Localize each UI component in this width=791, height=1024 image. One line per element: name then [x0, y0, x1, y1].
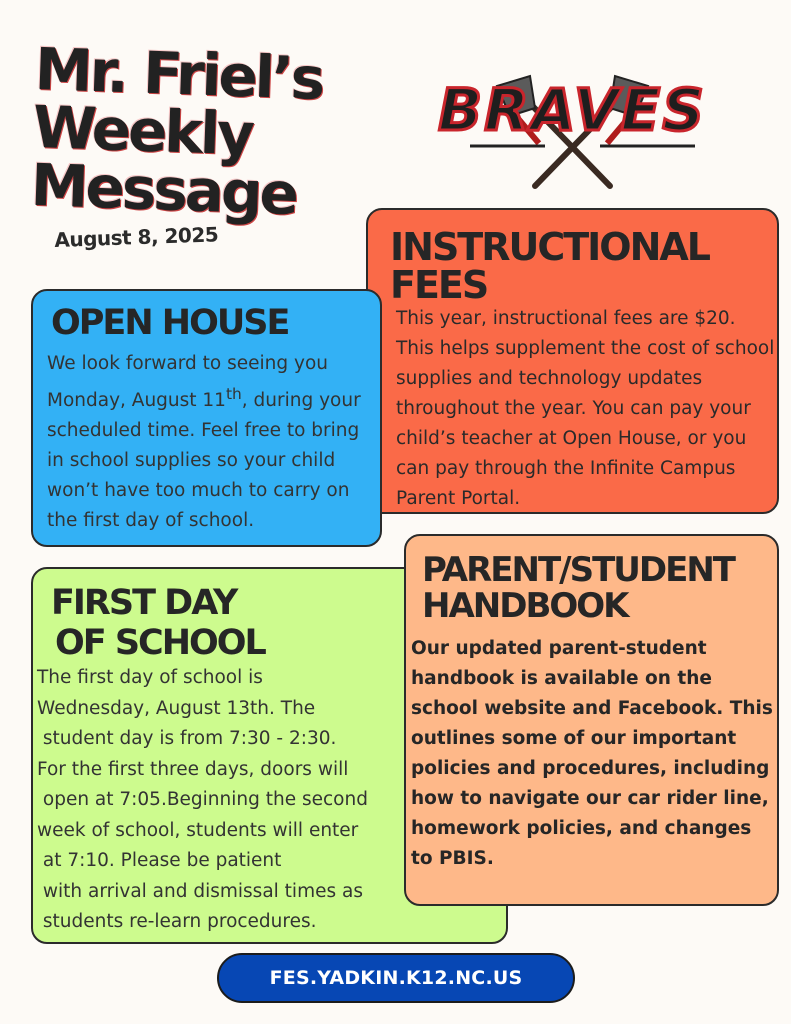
first-day-line: at 7:10. Please be patient [37, 850, 282, 871]
first-day-line: Wednesday, August 13th. The [37, 697, 316, 719]
instructional-fees-card [366, 208, 779, 514]
title-line-3: Message [29, 150, 298, 229]
open-house-body-pre: We look forward to seeing you Monday, August 11 [47, 353, 328, 412]
newsletter-date: August 8, 2025 [54, 222, 219, 252]
logo-text: BRAVES [437, 76, 707, 144]
handbook-card [404, 534, 779, 906]
newsletter-title [29, 35, 366, 229]
fees-heading-line-1: INSTRUCTIONAL [390, 225, 710, 269]
first-day-line: student day is from 7:30 - 2:30. [37, 728, 337, 749]
first-day-line: week of school, students will enter [37, 819, 359, 841]
fees-heading-line-2: FEES [390, 263, 488, 307]
open-house-card [31, 289, 382, 547]
first-day-heading-line-1: FIRST DAY [51, 583, 237, 623]
open-house-body-post: , during your scheduled time. Feel free to bring in school supplies so your child won’t have too much to carry on the first day of school. [47, 390, 361, 532]
first-day-heading-line-2: OF SCHOOL [55, 623, 265, 663]
first-day-line: For the first three days, doors will [37, 758, 349, 780]
school-website-link[interactable]: FES.YADKIN.K12.NC.US [217, 953, 575, 1003]
handbook-body: Our updated parent-student handbook is available on the school website and Facebook. This outlines some of our important policies and procedures, including how to navigate our car rider line, homework policies, and changes to PBIS. [411, 638, 773, 869]
open-house-heading: OPEN HOUSE [51, 303, 289, 343]
title-line-1: Mr. Friel’s [33, 35, 324, 113]
fees-body: This year, instructional fees are $20. This helps supplement the cost of school supplies and technology updates throughout the year. You can pay your child’s teacher at Open House, or you can pay through the Infinite Campus Parent Portal. [396, 308, 775, 509]
braves-logo [395, 68, 750, 198]
first-day-line: open at 7:05.Beginning the second [37, 789, 368, 810]
first-day-line: students re-learn procedures. [37, 911, 317, 932]
first-day-heading [51, 583, 265, 663]
first-day-body [37, 663, 405, 938]
first-day-line: with arrival and dismissal times as [37, 880, 363, 902]
handbook-heading-line-1: PARENT/STUDENT [422, 550, 734, 590]
handbook-heading [422, 552, 734, 624]
title-line-2: Weekly [31, 92, 253, 169]
open-house-body [47, 349, 377, 536]
fees-heading [390, 225, 710, 307]
handbook-heading-line-2: HANDBOOK [422, 586, 628, 626]
first-day-line: The first day of school is [37, 667, 263, 688]
open-house-body-sup: th [225, 385, 242, 403]
